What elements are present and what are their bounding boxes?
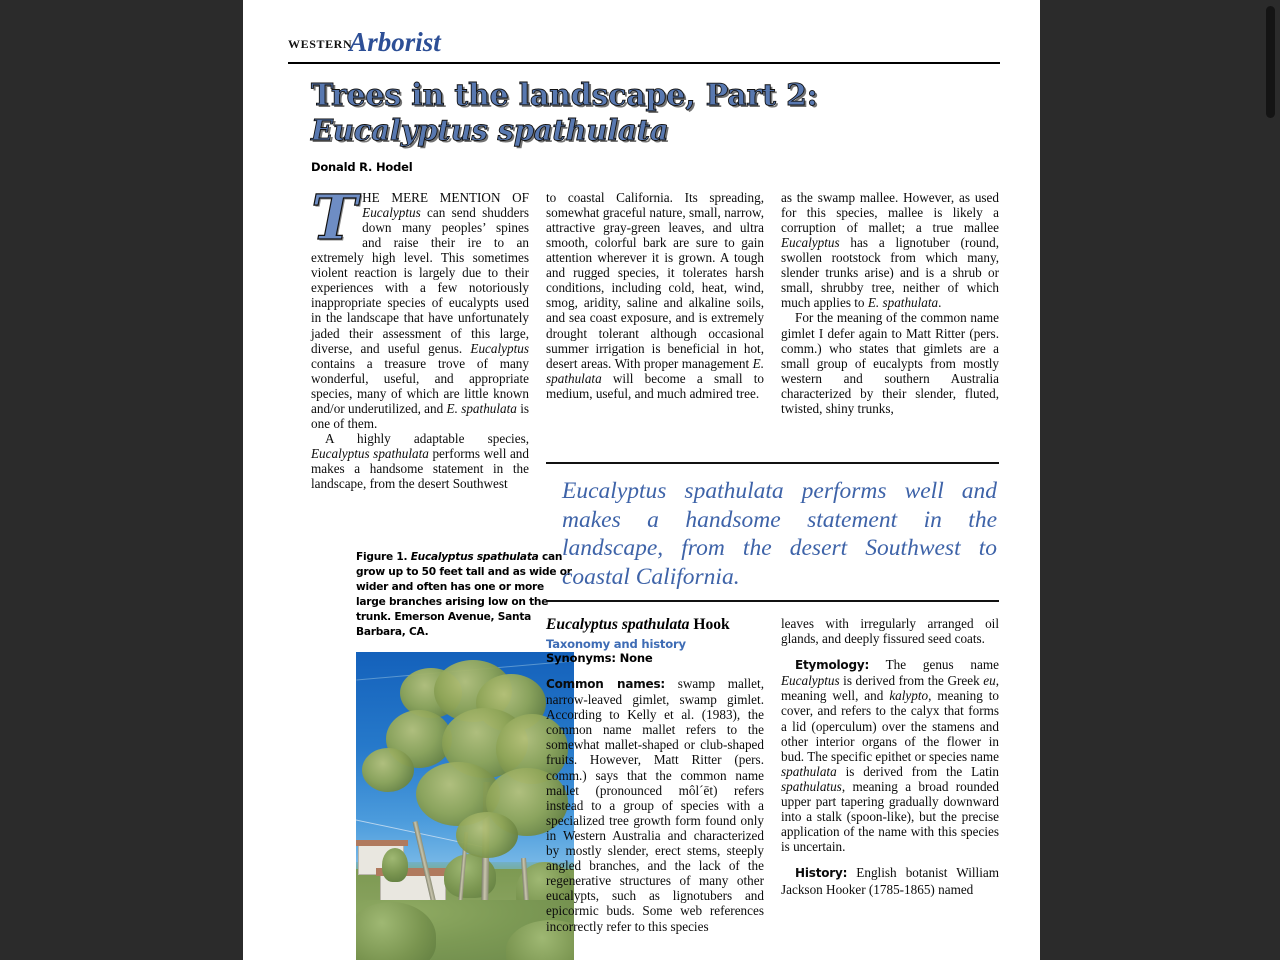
upper-columns: [288, 180, 1000, 492]
masthead-western-text: western: [288, 32, 353, 52]
article-title-line-1: Trees in the landscape, Part 2:: [311, 78, 818, 113]
paragraph-adaptable: A highly adaptable species, Eucalyptus spathulata performs well and makes a handsome statement in the landscape, from the desert Southwest: [311, 431, 529, 492]
scrollbar-thumb[interactable]: [1266, 6, 1275, 118]
photo-background-tree-1: [382, 848, 408, 882]
photo-canopy-7: [362, 748, 414, 792]
vertical-scrollbar[interactable]: [1265, 0, 1276, 960]
column-2-upper: [546, 190, 764, 401]
pull-quote-block: [546, 462, 999, 602]
document-page: [243, 0, 1040, 960]
column-2-lower: [546, 616, 764, 934]
masthead-rule: [288, 62, 1000, 64]
etymology-paragraph: Etymology: The genus name Eucalyptus is derived from the Greek eu, meaning well, and kalypto, meaning to cover, and refers to the calyx that forms a lid (operculum) over the stamens and other interior organs of the flower in bud. The specific epithet or species name spathulata is derived from the Latin spathulatus, meaning a broad rounded upper part tapering gradually downward into a stalk (spoon-like), but the precise application of the name with this species is uncertain.: [781, 657, 1000, 855]
leaves-continuation-paragraph: leaves with irregularly arranged oil glands, and deeply fissured seed coats.: [781, 616, 999, 647]
photo-roof-upper: [356, 840, 408, 846]
figure-photo: [356, 652, 574, 960]
column-1-upper: [311, 180, 530, 492]
article-title-line-2: Eucalyptus spathulata: [311, 112, 669, 147]
pull-quote-text: Eucalyptus spathulata performs well and makes a handsome statement in the landscape, from the desert Southwest to coastal California.: [562, 478, 997, 590]
photo-canopy-10: [456, 812, 518, 858]
paragraph-gimlet: For the meaning of the common name gimlet I defer again to Matt Ritter (pers. comm.) who states that gimlets are a small group of eucalypts from mostly western and southern Australia characterized by their slender, fluted, twisted, shiny trunks,: [781, 310, 999, 416]
masthead: [288, 24, 1000, 60]
drop-cap-letter: T: [311, 180, 358, 254]
pull-quote-rule-bottom: [546, 600, 999, 602]
history-paragraph: History: English botanist William Jackson Hooker (1785-1865) named: [781, 865, 999, 897]
paragraph-coastal: to coastal California. Its spreading, somewhat graceful nature, small, narrow, attractive gray-green leaves, and ultra smooth, colorful bark are sure to gain attention wherever it is grown. A tough and rugged species, it tolerates harsh conditions, including cold, heat, wind, smog, aridity, saline and alkaline soils, and sea coast exposure, and is extremely drought tolerant although occasional summer irrigation is beneficial in hot, desert areas. With proper management E. spathulata will become a small to medium, useful, and much admired tree.: [546, 189, 764, 401]
paragraph-mallee: as the swamp mallee. However, as used for this species, mallee is likely a corruption of mallet; a true mallee Eucalyptus has a lignotuber (round, swollen rootstock from which many, slender trunks arise) and is a shrub or small, shrubby tree, neither of which much applies to E. spathulata.: [781, 189, 999, 311]
figure-caption: Figure 1. Eucalyptus spathulata can grow up to 50 feet tall and as wide or wider and often has one or more large branches arising low on the trunk. Emerson Avenue, Santa Barbara, CA.: [356, 550, 572, 638]
column-3-upper: [781, 190, 999, 416]
article-title-block: [288, 79, 1000, 147]
author-byline: Donald R. Hodel: [311, 159, 413, 174]
masthead-arborist-logotype: Arborist: [349, 27, 441, 57]
taxonomy-subheading: Taxonomy and history: [546, 637, 686, 651]
common-names-paragraph: Common names: swamp mallet, narrow-leaved gimlet, swamp gimlet. According to Kelly et al. (1983), the common name mallet refers to the somewhat mallet-shaped or club-shaped fruits. However, Matt Ritter (pers. comm.) says that the common name mallet (pronounced môl´ēt) refers instead to a group of species with a specialized tree growth form found only in Western Australia and characterized by mostly slender, erect stems, steeply angled branches, and the lack of the regenerative structures of many other eucalypts, such as lignotubers and epicormic buds. Some web references incorrectly refer to this species: [546, 676, 764, 934]
figure-block: [356, 539, 574, 960]
species-heading: Eucalyptus spathulata Hook: [546, 616, 730, 633]
column-3-lower: [781, 616, 999, 897]
paragraph-intro: THE MERE MENTION OF Eucalyptus can send shudders down many peoples’ spines and raise their ire to an extremely high level. This sometimes violent reaction is largely due to their experiences with a few notoriously inappropriate species of eucalypts used in the landscape that have unfortunately jaded their assessment of this large, diverse, and useful genus. Eucalyptus contains a treasure trove of many wonderful, useful, and appropriate species, many of which are little known and/or underutilized, and E. spathulata is one of them.: [311, 180, 530, 432]
synonyms-line: Synonyms: None: [546, 651, 653, 665]
